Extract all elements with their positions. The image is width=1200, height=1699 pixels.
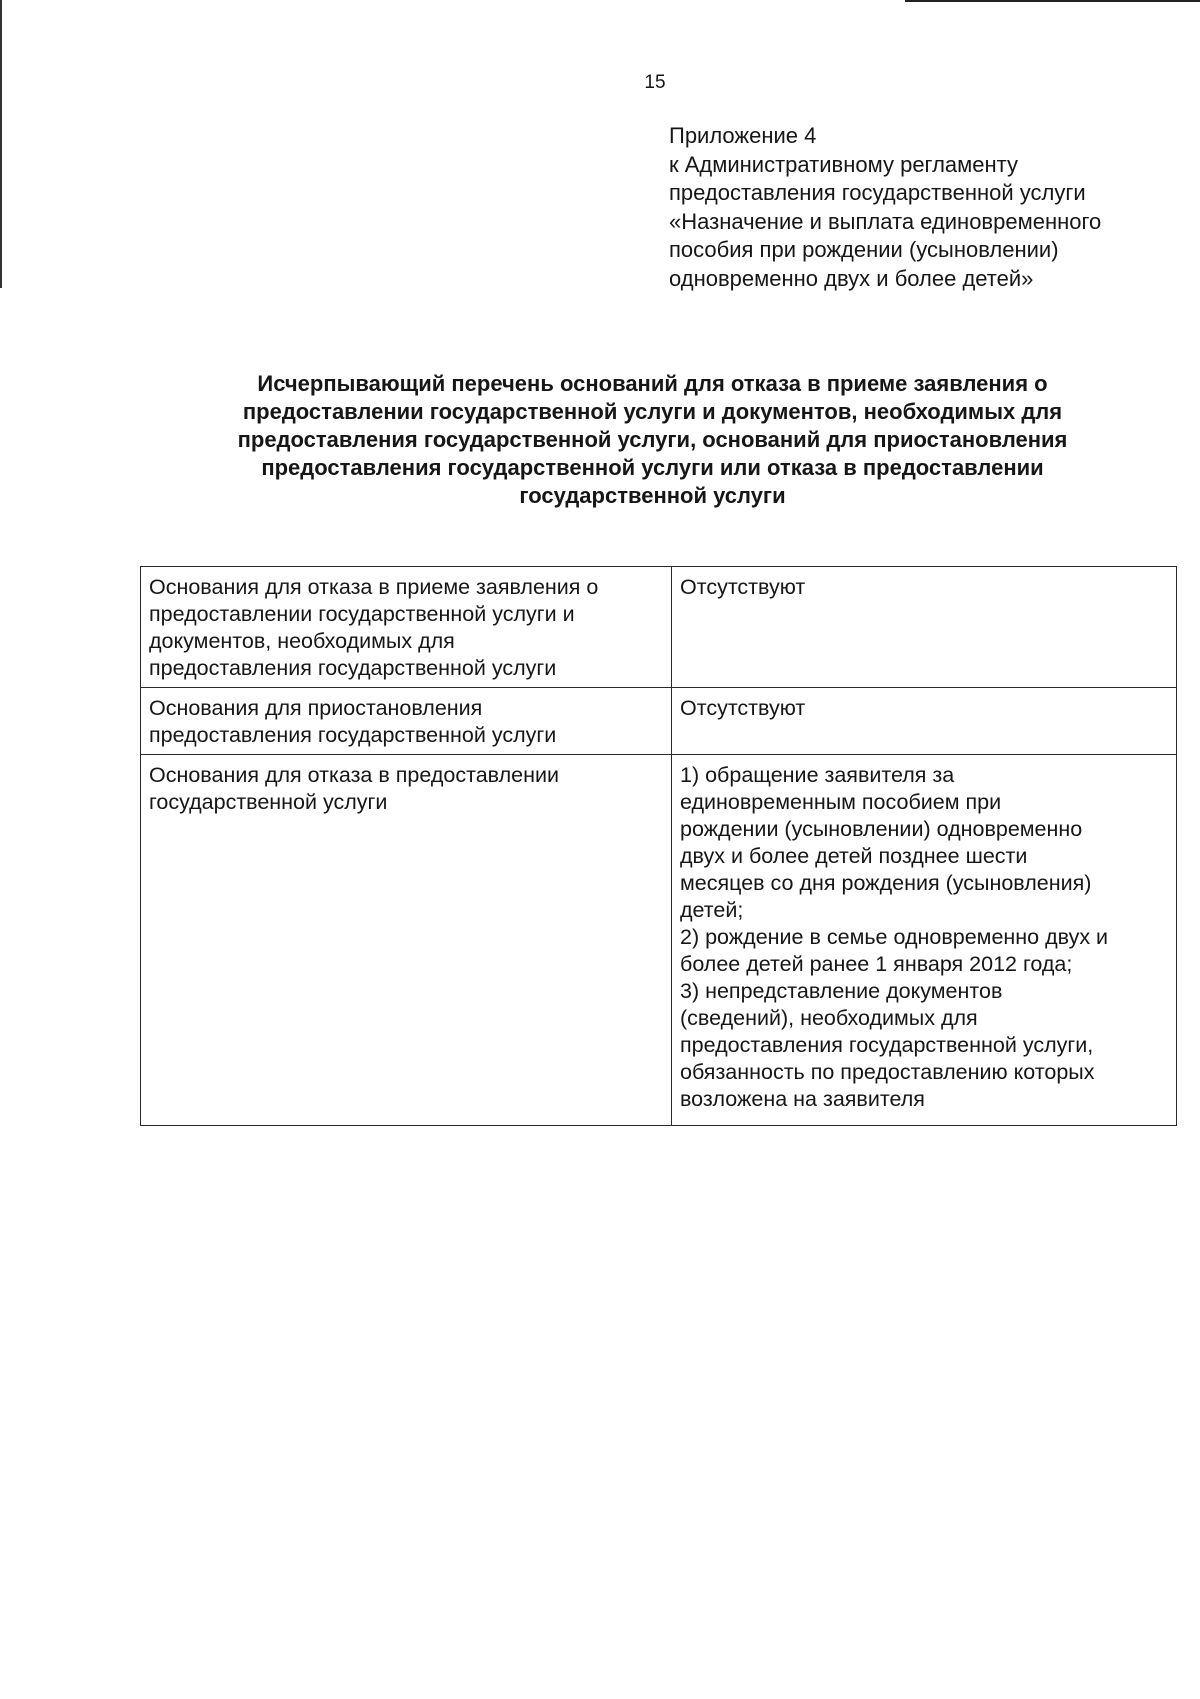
- scan-edge-top: [905, 0, 1200, 2]
- cell-line: предоставления государственной услуги,: [680, 1033, 1094, 1057]
- cell-line: государственной услуги: [149, 790, 388, 814]
- cell-line: предоставлении государственной услуги и: [149, 602, 575, 626]
- table-row: [141, 755, 1177, 1126]
- title-line: предоставлении государственной услуги и документов, необходимых для: [242, 399, 1063, 424]
- cell-line: возложена на заявителя: [680, 1087, 925, 1111]
- ground-cell: [141, 567, 672, 688]
- ground-cell: [141, 755, 672, 1126]
- cell-line: документов, необходимых для: [149, 629, 455, 653]
- appendix-line: пособия при рождении (усыновлении): [669, 237, 1059, 263]
- appendix-line: одновременно двух и более детей»: [669, 265, 1034, 291]
- cell-line: Основания для отказа в предоставлении: [149, 763, 559, 787]
- appendix-line: «Назначение и выплата единовременного: [669, 208, 1102, 234]
- cell-line: (сведений), необходимых для: [680, 1006, 978, 1030]
- cell-line: Отсутствуют: [680, 575, 806, 599]
- grounds-table: [140, 566, 1177, 1126]
- cell-line: Отсутствуют: [680, 696, 806, 720]
- cell-line: 1) обращение заявителя за: [680, 763, 955, 787]
- value-cell: [672, 688, 1177, 755]
- cell-line: Основания для приостановления: [149, 696, 483, 720]
- cell-line: детей;: [680, 898, 744, 922]
- title-line: государственной услуги: [519, 483, 786, 508]
- cell-line: рождении (усыновлении) одновременно: [680, 817, 1083, 841]
- page-number: 15: [644, 72, 666, 93]
- cell-line: 3) непредставление документов: [680, 979, 1003, 1003]
- scan-edge-left: [0, 0, 2, 288]
- cell-line: 2) рождение в семье одновременно двух и: [680, 925, 1109, 949]
- cell-line: предоставления государственной услуги: [149, 656, 557, 680]
- cell-line: двух и более детей позднее шести: [680, 844, 1028, 868]
- title-line: предоставления государственной услуги, оснований для приостановления: [237, 427, 1068, 452]
- cell-line: более детей ранее 1 января 2012 года;: [680, 952, 1073, 976]
- cell-line: обязанность по предоставлению которых: [680, 1060, 1095, 1084]
- appendix-note: [669, 122, 1169, 294]
- value-cell: [672, 755, 1177, 1126]
- title-line: Исчерпывающий перечень оснований для отказа в приеме заявления о: [257, 371, 1048, 396]
- appendix-line: к Административному регламенту: [669, 151, 1019, 177]
- document-title: [150, 370, 1155, 510]
- cell-line: предоставления государственной услуги: [149, 723, 557, 747]
- table-row: [141, 567, 1177, 688]
- ground-cell: [141, 688, 672, 755]
- cell-line: месяцев со дня рождения (усыновления): [680, 871, 1092, 895]
- table-row: [141, 688, 1177, 755]
- appendix-line: Приложение 4: [669, 123, 817, 148]
- appendix-line: предоставления государственной услуги: [669, 180, 1086, 206]
- title-line: предоставления государственной услуги или отказа в предоставлении: [261, 455, 1044, 480]
- cell-line: единовременным пособием при: [680, 790, 1002, 814]
- value-cell: [672, 567, 1177, 688]
- cell-line: Основания для отказа в приеме заявления о: [149, 575, 599, 599]
